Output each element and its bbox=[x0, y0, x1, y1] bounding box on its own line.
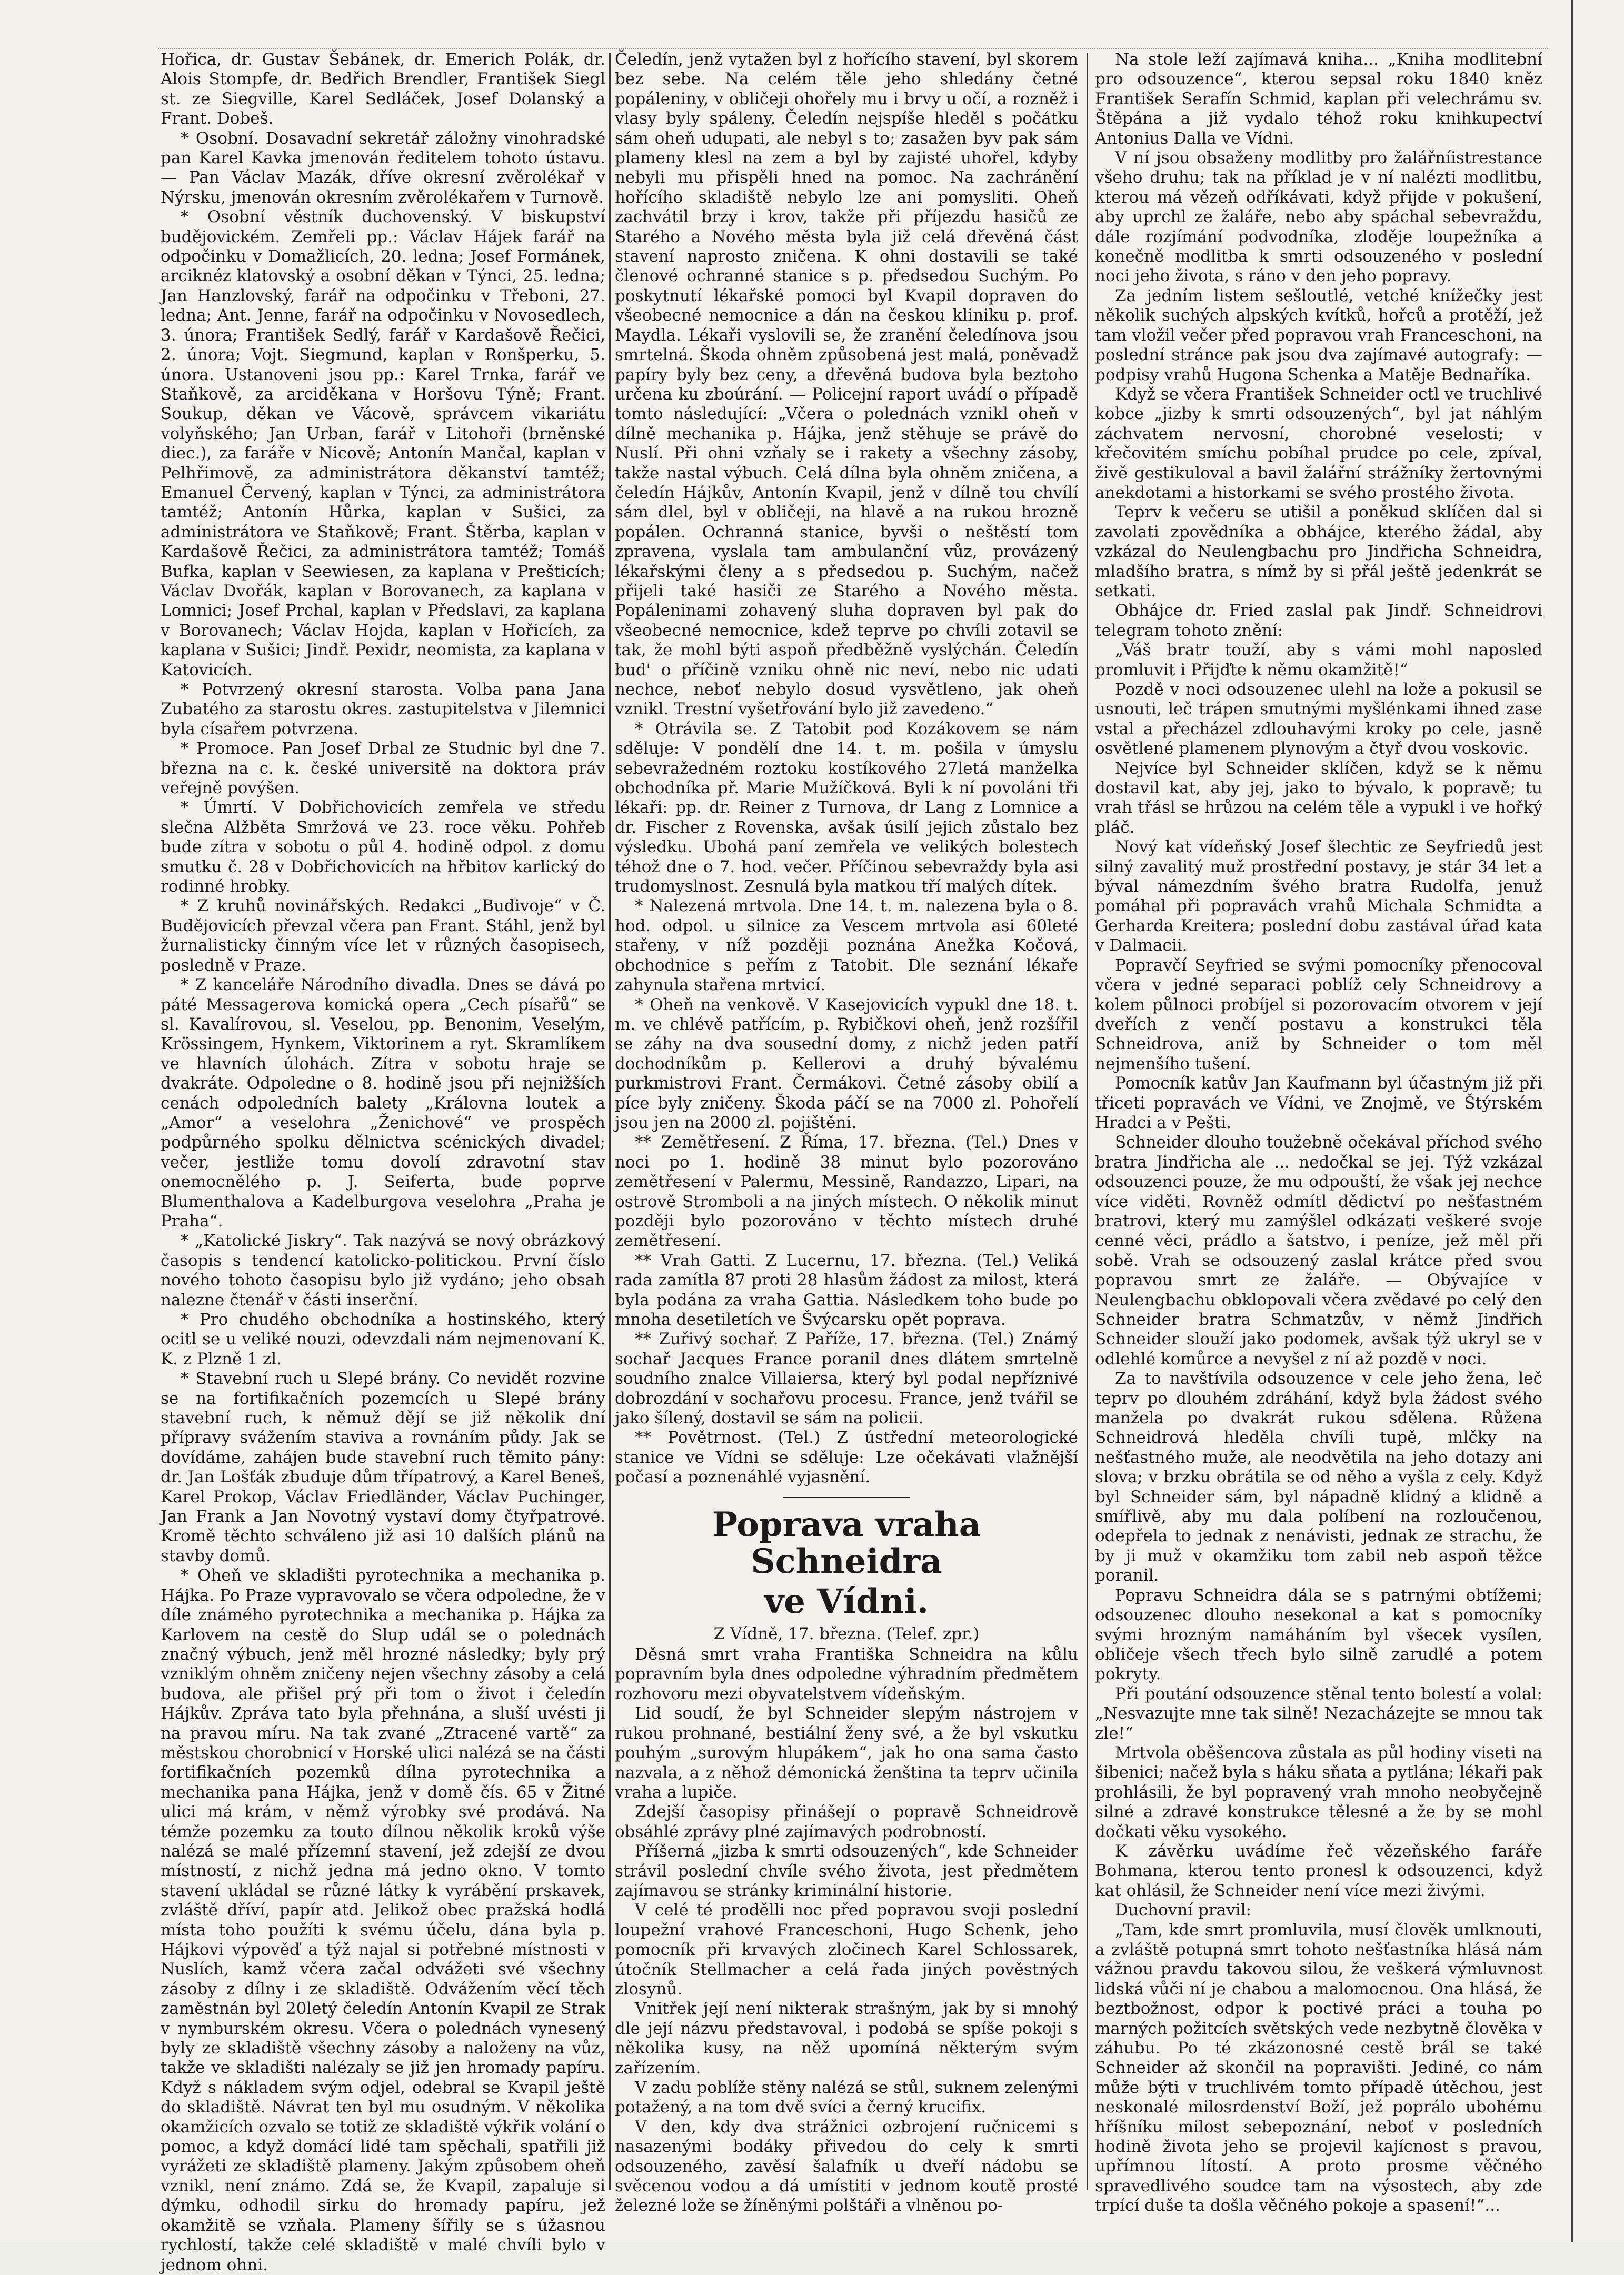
article-paragraph: Pozdě v noci odsouzenec ulehl na lože a pokusil se usnouti, leč trápen smutnými myšlénkami ihned zase vstal a přecházel zdlouhavými kroky po cele, jasně osvětlené plamenem plynovým a čtyř dvou voskovic. bbox=[1095, 680, 1542, 759]
news-item: * Nalezená mrtvola. Dne 14. t. m. nalezena byla o 8. hod. odpol. u silnice za Vescem mrtvola asi 60leté stařeny, v níž později poznána Anežka Kočová, obchodnice s peřím z Tatobit. Dle seznání lékaře zahynula stařena mrtvicí. bbox=[615, 896, 1078, 995]
page-edge-rule bbox=[1571, 0, 1573, 2242]
column-rule-right bbox=[1087, 53, 1088, 2190]
article-paragraph: V celé té prodělli noc před popravou svoji poslední loupežní vrahové Franceschoni, Hugo Schenk, jeho pomocník při krvavých zločinech Karel Schlossarek, útočník Stellmacher a celá řada jiných pověstných zlosynů. bbox=[615, 1901, 1078, 1999]
article-paragraph: K závěrku uvádíme řeč vězeňského faráře Bohmana, kterou tento pronesl k odsouzenci, když kat ohlásil, že Schneider není více mezi živými. bbox=[1095, 1841, 1542, 1900]
column-1 bbox=[161, 50, 605, 2274]
news-item: ** Povětrnost. (Tel.) Z ústřední meteorologické stanice ve Vídni se sděluje: Lze očekávati vlažnější počasí a poznenáhlé vyjasnění. bbox=[615, 1428, 1078, 1487]
news-item: * Oheň ve skladišti pyrotechnika a mechanika p. Hájka. Po Praze vypravovalo se včera odpoledne, že v díle známého pyrotechnika a mechanika p. Hájka za Karlovem na cestě do Slup udál se o polednách značný výbuch, jenž měl hrozné následky; byly prý vzniklým ohněm zničeny nejen všechny zásoby a celá budova, ale přišel prý při tom o život i čeledín Hájkův. Zpráva tato byla přehnána, a sluší uvésti ji na pravou míru. Na tak zvané „Ztracené vartě“ za městskou chorobnicí v Horské ulici nalézá se na části fortifikačních pozemků dílna pyrotechnika a mechanika pana Hájka, jenž v domě čís. 65 v Žitné ulici má krám, v němž výrobky své prodává. Na témže pozemku za touto dílnou několik kroků výše nalézá se malé přízemní stavení, jež zdejší ze dvou místností, z nichž jedna má jedno okno. V tomto stavení ukládal se různé látky k vyrábění prskavek, zvláště dříví, papír atd. Jelikož obec pražská hodlá místa toho použíti k svému účelu, dána byla p. Hájkovi výpověď a týž najal si potřebné místnosti v Nuslích, kamž včera začal odvážeti své všechny zásoby z dílny i ze skladiště. Odvážením věcí těch zaměstnán byl 20letý čeledín Antonín Kvapil ze Strak v nymburském okresu. Včera o polednách vynesený byly ze skladiště všechny zásoby a naloženy na vůz, takže ve skladišti nalézaly se již jen hromady papíru. Když s nákladem svým odjel, odebral se Kvapil ještě do skladiště. Návrat ten byl mu osudným. V několika okamžicích ozvalo se totiž ze skladiště výkřik volání o pomoc, a když domácí lidé tam spěchali, spatřili již vyrážeti ze skladiště plameny. Jakým způsobem oheň vznikl, není známo. Zdá se, že Kvapil, zapaluje si dýmku, odhodil sirku do hromady papíru, jež okamžitě se vzňala. Plameny šířily se s úžasnou rychlostí, takže celé skladiště v malé chvíli bylo v jednom ohni. bbox=[161, 1566, 605, 2274]
news-item: * Stavební ruch u Slepé brány. Co nevidět rozvine se na fortifikačních pozemcích u Slepé brány stavební ruch, k němuž dějí se již několik dní přípravy svážením staviva a rovnáním půdy. Jak se dovídáme, zahájen bude stavební ruch těmito pány: dr. Jan Lošťák zbuduje dům třípatrový, a Karel Beneš, Karel Prokop, Václav Friedländer, Václav Puchinger, Jan Frank a Jan Novotný vystaví domy čtyřpatrové. Kromě těchto schváleno již asi 10 dalších plánů na stavby domů. bbox=[161, 1369, 605, 1565]
article-paragraph: Na stole leží zajímavá kniha... „Kniha modlitební pro odsouzence“, kterou sepsal roku 1840 kněz František Serafín Schmid, kaplan při velechrámu sv. Štěpána a již vydalo téhož roku knihkupectví Antonius Dalla ve Vídni. bbox=[1095, 50, 1542, 148]
column-2 bbox=[615, 50, 1078, 2216]
article-paragraph: Popravu Schneidra dála se s patrnými obtížemi; odsouzenec dlouho nesekonal a kat s pomocníky svými hrozným namáháním byl všecek vysílen, obličeje všech třech bylo silně zarudlé a potem pokryty. bbox=[1095, 1585, 1542, 1684]
article-paragraph: V zadu poblíže stěny nalézá se stůl, suknem zelenými potažený, a na tom dvě svíci a černý krucifix. bbox=[615, 2078, 1078, 2117]
news-item: ** Zemětřesení. Z Říma, 17. března. (Tel.) Dnes v noci po 1. hodině 38 minut bylo pozorováno zemětřesení v Palermu, Messině, Randazzo, Lipari, na ostrově Stromboli a na jiných místech. O několik minut později bylo pozorováno v těchto místech druhé zemětřesení. bbox=[615, 1133, 1078, 1251]
news-item: * Pro chudého obchodníka a hostinského, který ocitl se u veliké nouzi, odevzdali nám nejmenovaní K. K. z Plzně 1 zl. bbox=[161, 1310, 605, 1369]
article-paragraph: Nejvíce byl Schneider sklíčen, když se k němu dostavil kat, aby jej, jako to bývalo, k popravě; tu vrah třásl se hrůzou na celém těle a vypukl i ve hořký pláč. bbox=[1095, 759, 1542, 837]
news-item: * Z kruhů novinářských. Redakci „Budivoje“ v Č. Budějovicích převzal včera pan Frant. Stáhl, jenž byl žurnalisticky činným více let v různých časopisech, posledně v Praze. bbox=[161, 896, 605, 975]
article-title: Poprava vraha Schneidra bbox=[712, 1504, 981, 1581]
top-rule bbox=[158, 48, 1548, 49]
news-item: * Oheň na venkově. V Kasejovicích vypukl dne 18. t. m. ve chlévě patřícím, p. Rybičkovi oheň, jenž rozšířil se záhy na dva sousední domy, z nichž jeden patří dochodníkům p. Kellerovi a druhý bývalému purkmistrovi Frant. Čermákovi. Četné zásoby obilí a píce byly zničeny. Škoda páčí se na 7000 zl. Pohořelí jsou jen na 2000 zl. pojištěni. bbox=[615, 995, 1078, 1132]
news-item: * Osobní věstník duchovenský. V biskupství budějovickém. Zemřeli pp.: Václav Hájek farář na odpočinku v Domažlicích, 20. ledna; Josef Formánek, arciknéz klatovský a osobní děkan v Týnci, 25. ledna; Jan Hanzlovský, farář na odpočinku v Třeboni, 27. ledna; Ant. Jenne, farář na odpočinku v Novosedlech, 3. února; František Sedlý, farář v Kardašově Řečici, 2. února; Vojt. Siegmund, kaplan v Ronšperku, 5. února. Ustanoveni jsou pp.: Karel Trnka, farář ve Staňkově, za arciděkana v Horšovu Týně; Frant. Soukup, děkan ve Vácově, správcem vikariátu volyňského; Jan Urban, farář v Litohoři (brněnské diec.), za faráře v Nicově; Antonín Mančal, kaplan v Pelhřimově, za administrátora děkanství tamtéž; Emanuel Červený, kaplan v Týnci, za administrátora tamtéž; Antonín Hůrka, kaplan v Sušici, za administrátora ve Staňkově; Frant. Štěrba, kaplan v Kardašově Řečici, za administrátora tamtéž; Tomáš Bufka, kaplan v Seewiesen, za kaplana v Prešticích; Václav Dvořák, kaplan v Borovanech, za kaplana v Lomnici; Josef Prchal, kaplan v Předslavi, za kaplana v Borovanech; Václav Hojda, kaplan v Hořicích, za kaplana v Sušici; Jindř. Pexidr, neomista, za kaplana v Katovicích. bbox=[161, 207, 605, 680]
article-paragraph: Při poutání odsouzence stěnal tento bolestí a volal: „Nesvazujte mne tak silně! Nezacházejte se mnou tak zle!“ bbox=[1095, 1684, 1542, 1743]
article-paragraph: Lid soudí, že byl Schneider slepým nástrojem v rukou prohnané, bestiální ženy své, a že byl vskutku pouhým „surovým hlupákem“, jak ho ona sama často nazvala, a z něhož démonická ženština ta teprv učinila vraha a lupiče. bbox=[615, 1704, 1078, 1802]
article-paragraph: Když se včera František Schneider octl ve truchlivé kobce „jizby k smrti odsouzených“, byl jat náhlým záchvatem nervosní, chorobné veselosti; v křečovitém smíchu pobíhal prudce po cele, zpíval, živě gestikuloval a bavil žalářní strážníky žertovnými anekdotami a historkami se svého prostého života. bbox=[1095, 384, 1542, 502]
news-item: ** Zuřivý sochař. Z Paříže, 17. března. (Tel.) Známý sochař Jacques France poranil dnes dlátem smrtelně soudního znalce Villaiersa, který byl podal nepříznivé dobrozdání v sochařovu procesu. France, jenž tvářil se jako šílený, dostavil se sám na policii. bbox=[615, 1330, 1078, 1428]
column-rule-left bbox=[609, 53, 611, 2190]
article-paragraph: Popravčí Seyfried se svými pomocníky přenocoval včera v jedné separaci poblíž cely Schneidrovy a kolem půlnoci probíjel si pozorovacím otvorem v její dveřích z venčí postavu a konstrukci těla Schneidrova, aniž by Schneider o tom měl nejmenšího tušení. bbox=[1095, 955, 1542, 1073]
column-3 bbox=[1095, 50, 1542, 2216]
article-paragraph: Za jedním listem sešloutlé, vetché knížečky jest několik suchých alpských kvítků, hořců a protěží, jež tam vložil večer před popravou vrah Franceschoni, na poslední stránce pak jsou dva zajímavé autografy: — podpisy vrahů Hugona Schenka a Matěje Bednaříka. bbox=[1095, 286, 1542, 384]
section-divider bbox=[783, 1497, 910, 1499]
article-paragraph: Zdejší časopisy přinášejí o popravě Schneidrově obsáhlé zprávy plné zajímavých podrobností. bbox=[615, 1802, 1078, 1841]
news-item: Čeledín, jenž vytažen byl z hořícího stavení, byl skorem bez sebe. Na celém těle jeho shledány četné popáleniny, v obličeji ohořely mu i brvy u očí, a rozněž i vlasy byly spáleny. Čeledín nejspíše hleděl s počátku sám oheň udupati, ale nebyl s to; zasažen byv pak sám plameny klesl na zem a byl by zajisté uhořel, kdyby nebyli mu přispěli hned na pomoc. Na zachránění hořícího skladiště nebylo lze ani pomysliti. Oheň zachvátil brzy i krov, takže při příjezdu hasičů ze Starého a Nového města byla již celá dřevěná část stavení naprosto zničena. K ohni dostavili se také členové ochranné stanice s p. předsedou Suchým. Po poskytnutí lékařské pomoci byl Kvapil dopraven do všeobecné nemocnice a dán na českou kliniku p. prof. Maydla. Lékaři vyslovili se, že zranění čeledínova jsou smrtelná. Škoda ohněm způsobená jest malá, poněvadž papíry byly bez ceny, a dřevěná budova byla beztoho určena ku zboúrání. — Policejní raport uvádí o případě tomto následující: „Včera o polednách vznikl oheň v dílně mechanika p. Hájka, jenž stěhuje se právě do Nuslí. Při ohni vzňaly se i rakety a všechny zásoby, takže nastal výbuch. Celá dílna byla ohněm zničena, a čeledín Hájkův, Antonín Kvapil, jenž v dílně tou chvílí sám dlel, byl v obličeji, na hlavě a na rukou hrozně popálen. Ochranná stanice, byvši o neštěstí tom zpravena, vyslala tam ambulanční vůz, provázený lékařskými členy a s předsedou p. Suchým, načež přijeli také hasiči ze Starého a Nového města. Popáleninami zohavený sluha dopraven byl pak do všeobecné nemocnice, kdež teprve po chvíli zotavil se tak, že mohl býti aspoň předběžně vyslýchán. Čeledín bud' o příčině vzniku ohně nic neví, nebo nic udati nechce, neboť nebylo dosud vysvětleno, jak oheň vznikl. Trestní vyšetřování bylo již zavedeno.“ bbox=[615, 50, 1078, 719]
article-paragraph: Pomocník katův Jan Kaufmann byl účastným již při třiceti popravách ve Vídni, ve Znojmě, ve Štýrském Hradci a v Pešti. bbox=[1095, 1074, 1542, 1132]
article-paragraph: V ní jsou obsaženy modlitby pro žalářníistrestance všeho druhu; tak na příklad je v ní nalézti modlitbu, kterou má vězeň odříkávati, když přijde v pokušení, aby uprchl ze žaláře, nebo aby spáchal sebevraždu, dále rozjímání podvodníka, zloděje loupežníka a konečně modlitba k smrti odsouzeného v poslední noci jeho života, s ráno v den jeho popravy. bbox=[1095, 148, 1542, 286]
article-dateline: Z Vídně, 17. března. (Telef. zpr.) bbox=[713, 1624, 980, 1643]
news-item: * Z kanceláře Národního divadla. Dnes se dává po páté Messagerova komická opera „Cech písařů“ se sl. Kavalírovou, sl. Veselou, pp. Benonim, Veselým, Krössingem, Hynkem, Viktorinem a ryt. Skramlíkem ve hlavních úlohách. Zítra v sobotu hraje se dvakráte. Odpoledne o 8. hodině jsou při nejnižších cenách odpoledních balety „Královna loutek a „Amor“ a veselohra „Ženichové“ ve prospěch podpůrného spolku dělnictva scénických divadel; večer, jestliže tomu dovolí zdravotní stav onemocnělého p. J. Seiferta, bude poprve Blumenthalova a Kadelburgova veselohra „Praha je Praha“. bbox=[161, 975, 605, 1231]
news-item: * Osobní. Dosavadní sekretář záložny vinohradské pan Karel Kavka jmenován ředitelem tohoto ústavu. — Pan Václav Mazák, dříve okresní zvěrolékař v Nýrsku, jmenován okresním zvěrolékařem v Turnově. bbox=[161, 128, 605, 207]
article-paragraph: Obhájce dr. Fried zaslal pak Jindř. Schneidrovi telegram tohoto znění: bbox=[1095, 601, 1542, 640]
news-item: * Potvrzený okresní starosta. Volba pana Jana Zubatého za starostu okres. zastupitelstva v Jilemnici byla císařem potvrzena. bbox=[161, 680, 605, 739]
news-item: Hořica, dr. Gustav Šebánek, dr. Emerich Polák, dr. Alois Stompfe, dr. Bedřich Brendler, František Siegl st. ze Siegville, Karel Sedláček, Josef Dolanský a Frant. Dobeš. bbox=[161, 50, 605, 128]
article-subtitle: ve Vídni. bbox=[764, 1581, 929, 1621]
article-paragraph: Vnitřek její není nikterak strašným, jak by si mnohý dle její názvu představoval, i podobá se spíše pokoji s několika kusy, na něž upomíná některým svým zařízením. bbox=[615, 1999, 1078, 2078]
article-paragraph: Příšerná „jizba k smrti odsouzených“, kde Schneider strávil poslední chvíle svého života, jest předmětem zajímavou se stránky kriminální historie. bbox=[615, 1842, 1078, 1900]
article-paragraph: Schneider dlouho toužebně očekával příchod svého bratra Jindřicha ale ... nedočkal se jej. Týž vzkázal odsouzenci pouze, že mu odpouští, že však jej nechce více viděti. Rovněž odmítl dědictví po nešťastném bratrovi, který mu zamýšlel odkázati veškeré svoje cenné věci, prádlo a šatstvo, i peníze, jež měl při sobě. Vrah se odsouzený zaslal krátce před svou popravou smrt ze žaláře. — Obývajíce v Neulengbachu obklopovali včera zvědavé po celý den Schneider bratra Schmatzův, v němž Jindřich Schneider slouží jako podomek, avšak týž ukryl se v odlehlé komůrce a nevyšel z ní až pozdě v noci. bbox=[1095, 1133, 1542, 1369]
article-paragraph: „Tam, kde smrt promluvila, musí člověk umlknouti, a zvláště potupná smrt tohoto nešťastníka hlásá nám vážnou pravdu takovou silou, že veškerá výmluvnost lidská vůči ní je chabou a malomocnou. Ona hlásá, že beztbožnost, odpor k poctivé práci a touha po marných požitcích světských vede nezbytně člověka v záhubu. Po té zkázonosné cestě brál se také Schneider až skončil na popravišti. Jediné, co nám může býti v truchlivém tomto případě útěchou, jest neskonalé milosrdenství Boží, jež poprálo ubohému hříšníku milost sebepoznání, neboť v posledních hodině života jeho se projevil kajícnost s pravou, upřímnou lítostí. A proto prosme věčného spravedlivého soudce tam na výsostech, aby zde trpící duše ta došla věčného pokoje a spasení!“... bbox=[1095, 1920, 1542, 2216]
news-item: * Promoce. Pan Josef Drbal ze Studnic byl dne 7. března na c. k. české universitě na doktora práv veřejně povýšen. bbox=[161, 739, 605, 798]
article-paragraph: V den, kdy dva strážnici ozbrojení ručnicemi s nasazenými bodáky přivedou do cely k smrti odsouzeného, zavěsí šalafník u dveří nádobu se svěcenou vodou a dá umístiti v jednom koutě prosté železné lože se žíněnými polštáři a vlněnou po- bbox=[615, 2117, 1078, 2216]
article-paragraph: Děsná smrt vraha Františka Schneidra na kůlu popravním byla dnes odpoledne výhradním předmětem rozhovoru mezi obyvatelstvem vídeňským. bbox=[615, 1645, 1078, 1703]
article-paragraph: „Váš bratr touží, aby s vámi mohl naposled promluvit i Přijďte k němu okamžitě!“ bbox=[1095, 641, 1542, 680]
news-item: ** Vrah Gatti. Z Lucernu, 17. března. (Tel.) Veliká rada zamítla 87 proti 28 hlasům žádost za milost, která byla podána za vraha Gattia. Následkem toho bude po mnoha desetiletích ve Švýcarsku opět poprava. bbox=[615, 1251, 1078, 1329]
news-item: * Otrávila se. Z Tatobit pod Kozákovem se nám sděluje: V pondělí dne 14. t. m. pošila v úmyslu sebevražedném roztoku kostíkového 27letá manželka obchodníka př. Marie Mužíčková. Byli k ní povoláni tři lékaři: pp. dr. Reiner z Turnova, dr Lang z Lomnice a dr. Fischer z Rovenska, avšak úsilí jejich zůstalo bez výsledku. Ubohá paní zemřela ve velikých bolestech téhož dne o 7. hod. večer. Příčinou sebevraždy byla asi trudomyslnost. Zesnulá byla matkou tří malých dítek. bbox=[615, 719, 1078, 896]
article-paragraph: Za to navštívila odsouzence v cele jeho žena, leč teprv po dlouhém zdráhání, když byla žádost svého manžela po dvakrát rukou sdělena. Růžena Schneidrová hleděla chvíli tupě, mlčky na nešťastného muže, ale neodvětila na jeho dotazy ani slova; v brzku obrátila se od něho a vyšla z cely. Když byl Schneider sám, byl nápadně klidný a klidně a smířlivě, aby mu dala políbení na rozloučenou, odepřela to jednak z nenávisti, jednak ze strachu, že by ji muž v okamžiku tom zabil neb aspoň těžce poranil. bbox=[1095, 1369, 1542, 1585]
article-paragraph: Teprv k večeru se utišil a poněkud sklíčen dal si zavolati zpovědníka a obhájce, kterého žádal, aby vzkázal do Neulengbachu pro Jindřicha Schneidra, mladšího bratra, s nímž by si přál ještě jedenkrát se setkati. bbox=[1095, 503, 1542, 601]
news-item: * Úmrtí. V Dobřichovicích zemřela ve středu slečna Alžběta Smržová ve 23. roce věku. Pohřeb bude zítra v sobotu o půl 4. hodině odpol. z domu smutku č. 28 v Dobřichovicích na hřbitov karlický do rodinné hrobky. bbox=[161, 798, 605, 896]
article-paragraph: Duchovní pravil: bbox=[1115, 1901, 1251, 1920]
article-paragraph: Mrtvola oběšencova zůstala as půl hodiny viseti na šibenici; načež byla s háku sňata a pytlána; lékaři pak prohlásili, že byl popravený vrah mnoho neobyčejně silné a zdravé konstrukce tělesné a že by se mohl dočkati věku vysokého. bbox=[1095, 1743, 1542, 1841]
article-paragraph: Nový kat vídeňský Josef šlechtic ze Seyfriedů jest silný zavalitý muž prostřední postavy, je stár 34 let a býval námezdním švého bratra Rudolfa, jenuž pomáhal při popravách vrahů Michala Schmidta a Gerharda Kreitera; poslední dobu zastával úřad kata v Dalmacii. bbox=[1095, 837, 1542, 955]
news-item: * „Katolické Jiskry“. Tak nazývá se nový obrázkový časopis s tendencí katolicko-politickou. První číslo nového tohoto časopisu bylo již vydáno; jeho obsah nalezne čtenář v části inserční. bbox=[161, 1231, 605, 1310]
